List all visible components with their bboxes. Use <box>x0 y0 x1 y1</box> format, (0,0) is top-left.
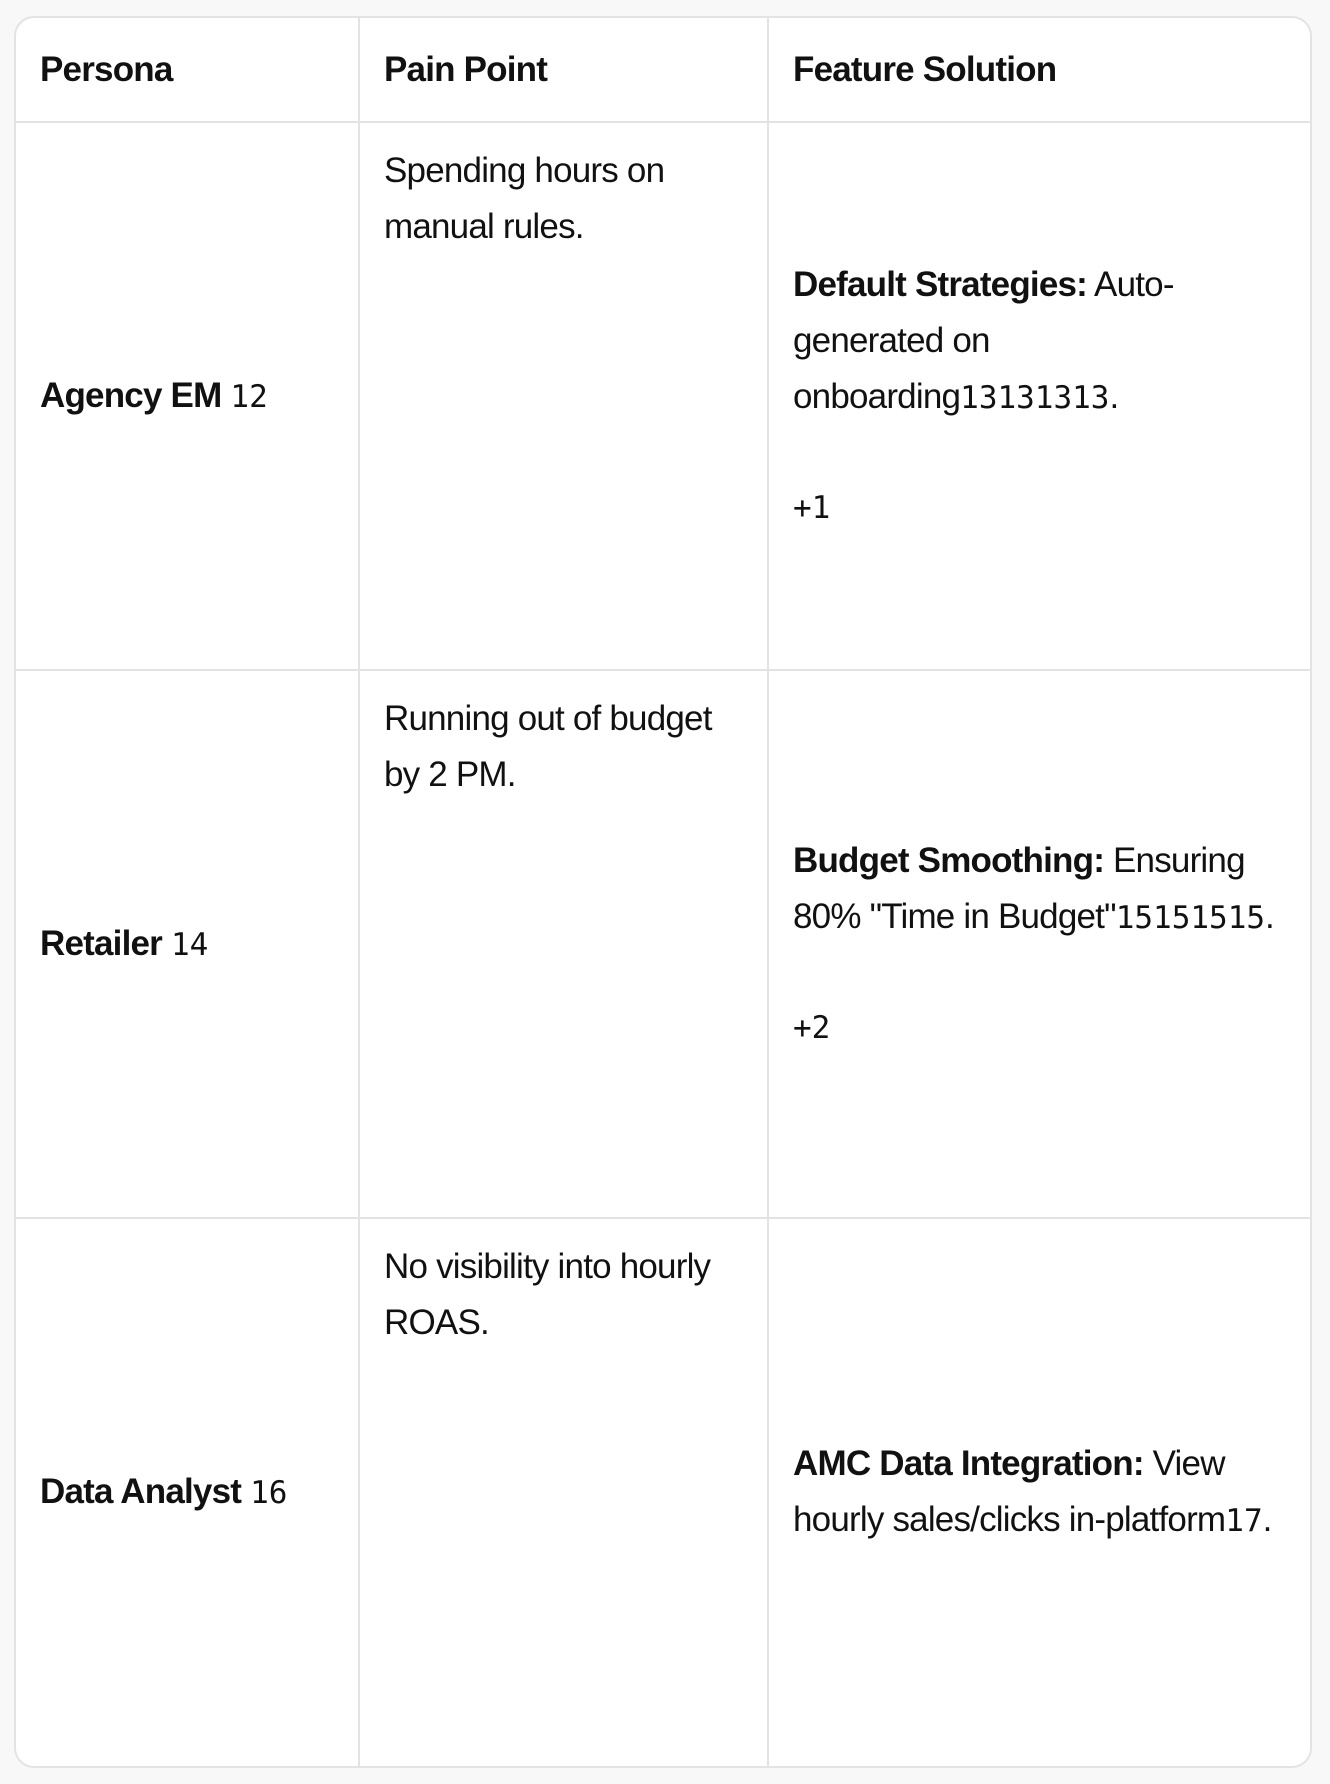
persona-table <box>16 18 1310 1766</box>
feature-text: Ensuring 80% "Time in Budget" <box>793 840 1245 936</box>
persona-cell <box>16 122 359 670</box>
feature-period: . <box>1262 1500 1272 1539</box>
table-header-row <box>16 18 1310 122</box>
feature-period: . <box>1265 896 1274 936</box>
feature-title: Budget Smoothing: <box>793 840 1105 880</box>
feature-text: View hourly sales/clicks in-platform <box>793 1444 1226 1539</box>
table-row <box>16 122 1310 670</box>
table-row <box>16 1218 1310 1766</box>
pain-point-cell <box>359 1218 768 1766</box>
column-header-feature-solution: Feature Solution <box>768 18 1310 122</box>
table-row <box>16 670 1310 1218</box>
citation-ref[interactable]: 14 <box>170 926 209 963</box>
feature-solution-cell <box>768 122 1310 670</box>
pain-point-text: No visibility into hourly ROAS. <box>384 1247 711 1342</box>
pain-point-cell <box>359 670 768 1218</box>
citation-ref[interactable]: 13131313 <box>960 379 1110 416</box>
citation-ref[interactable]: 16 <box>250 1475 288 1511</box>
persona-name: Data Analyst <box>40 1472 242 1511</box>
feature-text: Auto-generated on onboarding <box>793 264 1174 416</box>
pain-point-text: Running out of budget by 2 PM. <box>384 699 712 794</box>
pain-point-text: Spending hours on manual rules. <box>384 151 665 246</box>
feature-solution-cell <box>768 670 1310 1218</box>
column-header-persona: Persona <box>16 18 359 122</box>
persona-name: Retailer <box>40 923 162 963</box>
citation-ref[interactable]: 12 <box>230 378 268 415</box>
persona-name: Agency EM <box>40 375 222 415</box>
persona-table-card <box>14 16 1312 1768</box>
more-citations-badge[interactable]: +2 <box>793 1009 831 1046</box>
citation-ref[interactable]: 17 <box>1225 1503 1263 1539</box>
feature-title: AMC Data Integration: <box>793 1444 1144 1483</box>
feature-period: . <box>1109 376 1119 416</box>
persona-cell <box>16 670 359 1218</box>
feature-solution-cell <box>768 1218 1310 1766</box>
persona-cell <box>16 1218 359 1766</box>
feature-title: Default Strategies: <box>793 264 1088 304</box>
more-citations-badge[interactable]: +1 <box>793 489 831 526</box>
citation-ref[interactable]: 15151515 <box>1115 899 1266 936</box>
pain-point-cell <box>359 122 768 670</box>
column-header-pain-point: Pain Point <box>359 18 768 122</box>
